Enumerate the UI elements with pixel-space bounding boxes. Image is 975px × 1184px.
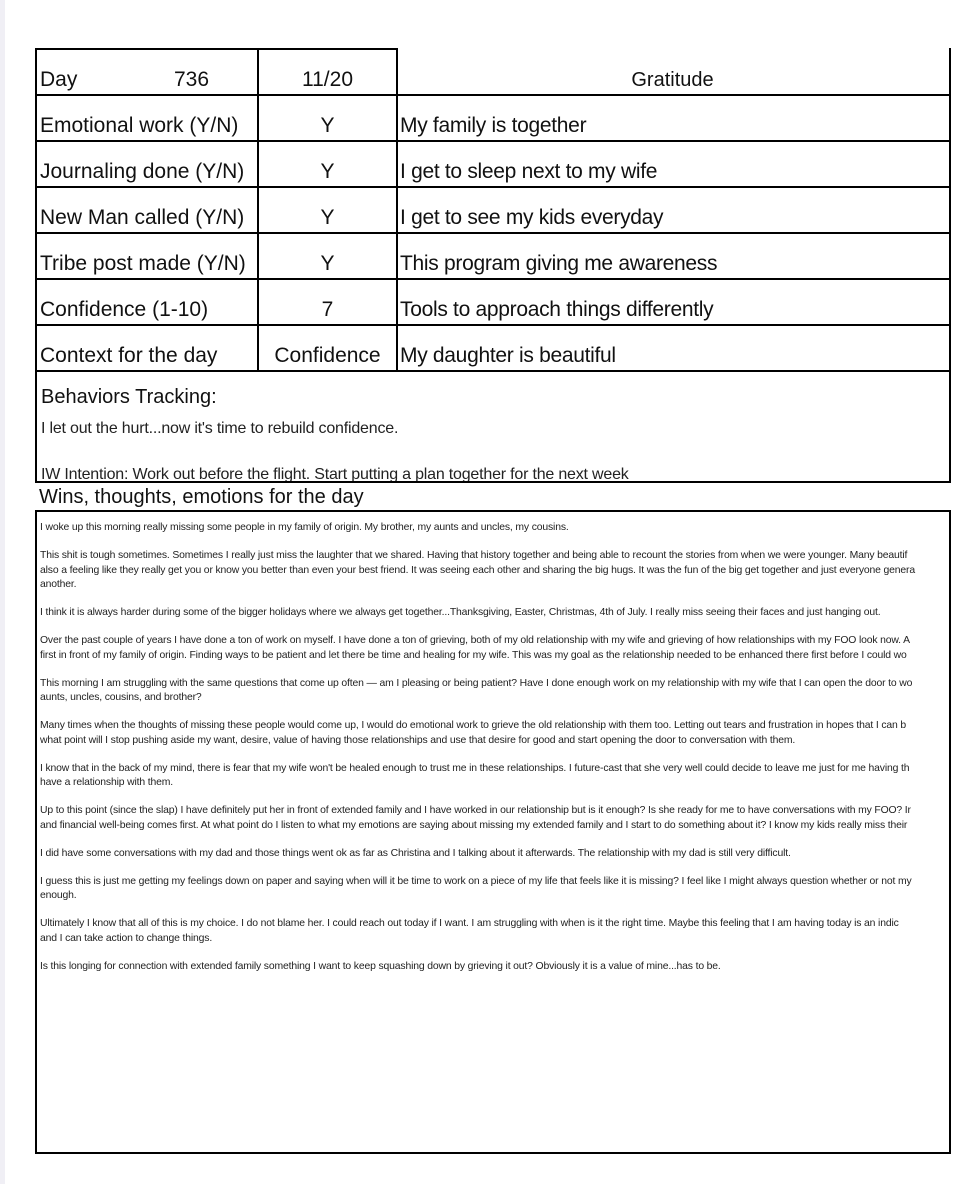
day-number: 736 (174, 68, 210, 91)
behaviors-title: Behaviors Tracking: (41, 386, 217, 408)
gratitude-item: This program giving me awareness (396, 232, 951, 280)
day-cell (35, 48, 259, 96)
gratitude-item: I get to see my kids everyday (396, 186, 951, 234)
row-value-context: Confidence (257, 324, 398, 372)
row-value-tribe-post: Y (257, 232, 398, 280)
journal-line: and I can take action to change things. (40, 932, 213, 944)
gratitude-item: My family is together (396, 94, 951, 142)
journal-entry-box (35, 510, 951, 1154)
journal-line: This shit is tough sometimes. Sometimes I really just miss the laughter that we shared. Having that history together and being able to recount the stories from when we were younger. Many beautif (40, 550, 908, 561)
row-label-new-man-called: New Man called (Y/N) (35, 186, 259, 234)
journal-paragraph (40, 875, 951, 904)
journal-paragraph (40, 719, 951, 748)
journal-paragraph (40, 804, 951, 833)
row-label-journaling: Journaling done (Y/N) (35, 140, 259, 188)
row-value-journaling: Y (257, 140, 398, 188)
row-value-confidence: 7 (257, 278, 398, 326)
behaviors-note: I let out the hurt...now it's time to rebuild confidence. (41, 420, 399, 437)
journal-line: I woke up this morning really missing some people in my family of origin. My brother, my aunts and uncles, my cousins. (40, 522, 569, 533)
journal-line: Ultimately I know that all of this is my choice. I do not blame her. I could reach out today if I want. I am struggling with when is it the right time. Maybe this feeling that I am having today is an indic (40, 918, 899, 929)
journal-line: first in front of my family of origin. Finding ways to be patient and let there be time and healing for my wife. This was my goal as the relationship needed to be enhanced there first before I could wo (40, 649, 907, 661)
page-margin-strip (0, 0, 5, 1184)
journal-line: and financial well-being comes first. At what point do I listen to what my emotions are saying about missing my extended family and I start to do something about it? I know my kids really miss their (40, 819, 908, 831)
journal-line: what point will I stop pushing aside my want, desire, value of having those relationships and use that desire for good and start opening the door to conversation with them. (40, 734, 796, 746)
journal-paragraph (40, 549, 951, 593)
row-label-tribe-post: Tribe post made (Y/N) (35, 232, 259, 280)
row-value-new-man-called: Y (257, 186, 398, 234)
journal-paragraph (40, 847, 951, 862)
journal-line: Is this longing for connection with extended family something I want to keep squashing down by grieving it out? Obviously it is a value of mine...has to be. (40, 960, 721, 972)
journal-line: another. (40, 579, 77, 590)
journal-paragraph (40, 677, 951, 706)
gratitude-item: Tools to approach things differently (396, 278, 951, 326)
journal-line: Many times when the thoughts of missing these people would come up, I would do emotional work to grieve the old relationship with them too. Letting out tears and frustration in hopes that I can b (40, 720, 907, 731)
journal-paragraph (40, 606, 951, 621)
journal-line: Over the past couple of years I have done a ton of work on myself. I have done a ton of grieving, both of my old relationship with my wife and grieving of how relationships with my FOO look now. A (40, 635, 910, 646)
journal-paragraph (40, 634, 951, 663)
journal-line: I think it is always harder during some of the bigger holidays where we always get together...Thanksgiving, Easter, Christmas, 4th of July. I really miss seeing their faces and just hanging out. (40, 607, 881, 618)
journal-paragraph (40, 960, 951, 975)
journal-line: I did have some conversations with my dad and those things went ok as far as Christina and I talking about it afterwards. The relationship with my dad is still very difficult. (40, 847, 791, 859)
row-label-context: Context for the day (35, 324, 259, 372)
journal-line: also a feeling like they really get you or know you better than even your best friend. It was seeing each other and sharing the big hugs. It was the fun of the big get together and just everyone genera (40, 564, 915, 576)
journal-line: Up to this point (since the slap) I have definitely put her in front of extended family and I have worked in our relationship but is it enough? Is she ready for me to have conversations with my FOO? Ir (40, 805, 911, 816)
row-label-confidence: Confidence (1-10) (35, 278, 259, 326)
wins-title: Wins, thoughts, emotions for the day (39, 486, 364, 508)
journal-line: This morning I am struggling with the same questions that come up often — am I pleasing or being patient? Have I done enough work on my relationship with my wife that I can open the door to wo (40, 677, 913, 689)
date-cell: 11/20 (257, 48, 398, 96)
journal-text (40, 521, 951, 988)
journal-paragraph (40, 917, 951, 946)
journal-line: I know that in the back of my mind, there is fear that my wife won't be healed enough to trust me in these relationships. I future-cast that she very well could decide to leave me just for me having th (40, 762, 910, 774)
journal-line: aunts, uncles, cousins, and brother? (40, 692, 202, 703)
journal-line: I guess this is just me getting my feelings down on paper and saying when will it be time to work on a piece of my life that feels like it is missing? I feel like I might always question whether or not my (40, 875, 912, 887)
gratitude-item: I get to sleep next to my wife (396, 140, 951, 188)
day-label: Day (40, 68, 78, 91)
journal-paragraph (40, 521, 951, 536)
gratitude-header: Gratitude (396, 48, 951, 96)
journal-line: enough. (40, 890, 77, 901)
behaviors-tracking-box (35, 370, 951, 483)
gratitude-item: My daughter is beautiful (396, 324, 951, 372)
iw-intention: IW Intention: Work out before the flight. Start putting a plan together for the next week (41, 466, 629, 483)
row-label-emotional-work: Emotional work (Y/N) (35, 94, 259, 142)
journal-paragraph (40, 762, 951, 791)
row-value-emotional-work: Y (257, 94, 398, 142)
journal-line: have a relationship with them. (40, 777, 173, 788)
